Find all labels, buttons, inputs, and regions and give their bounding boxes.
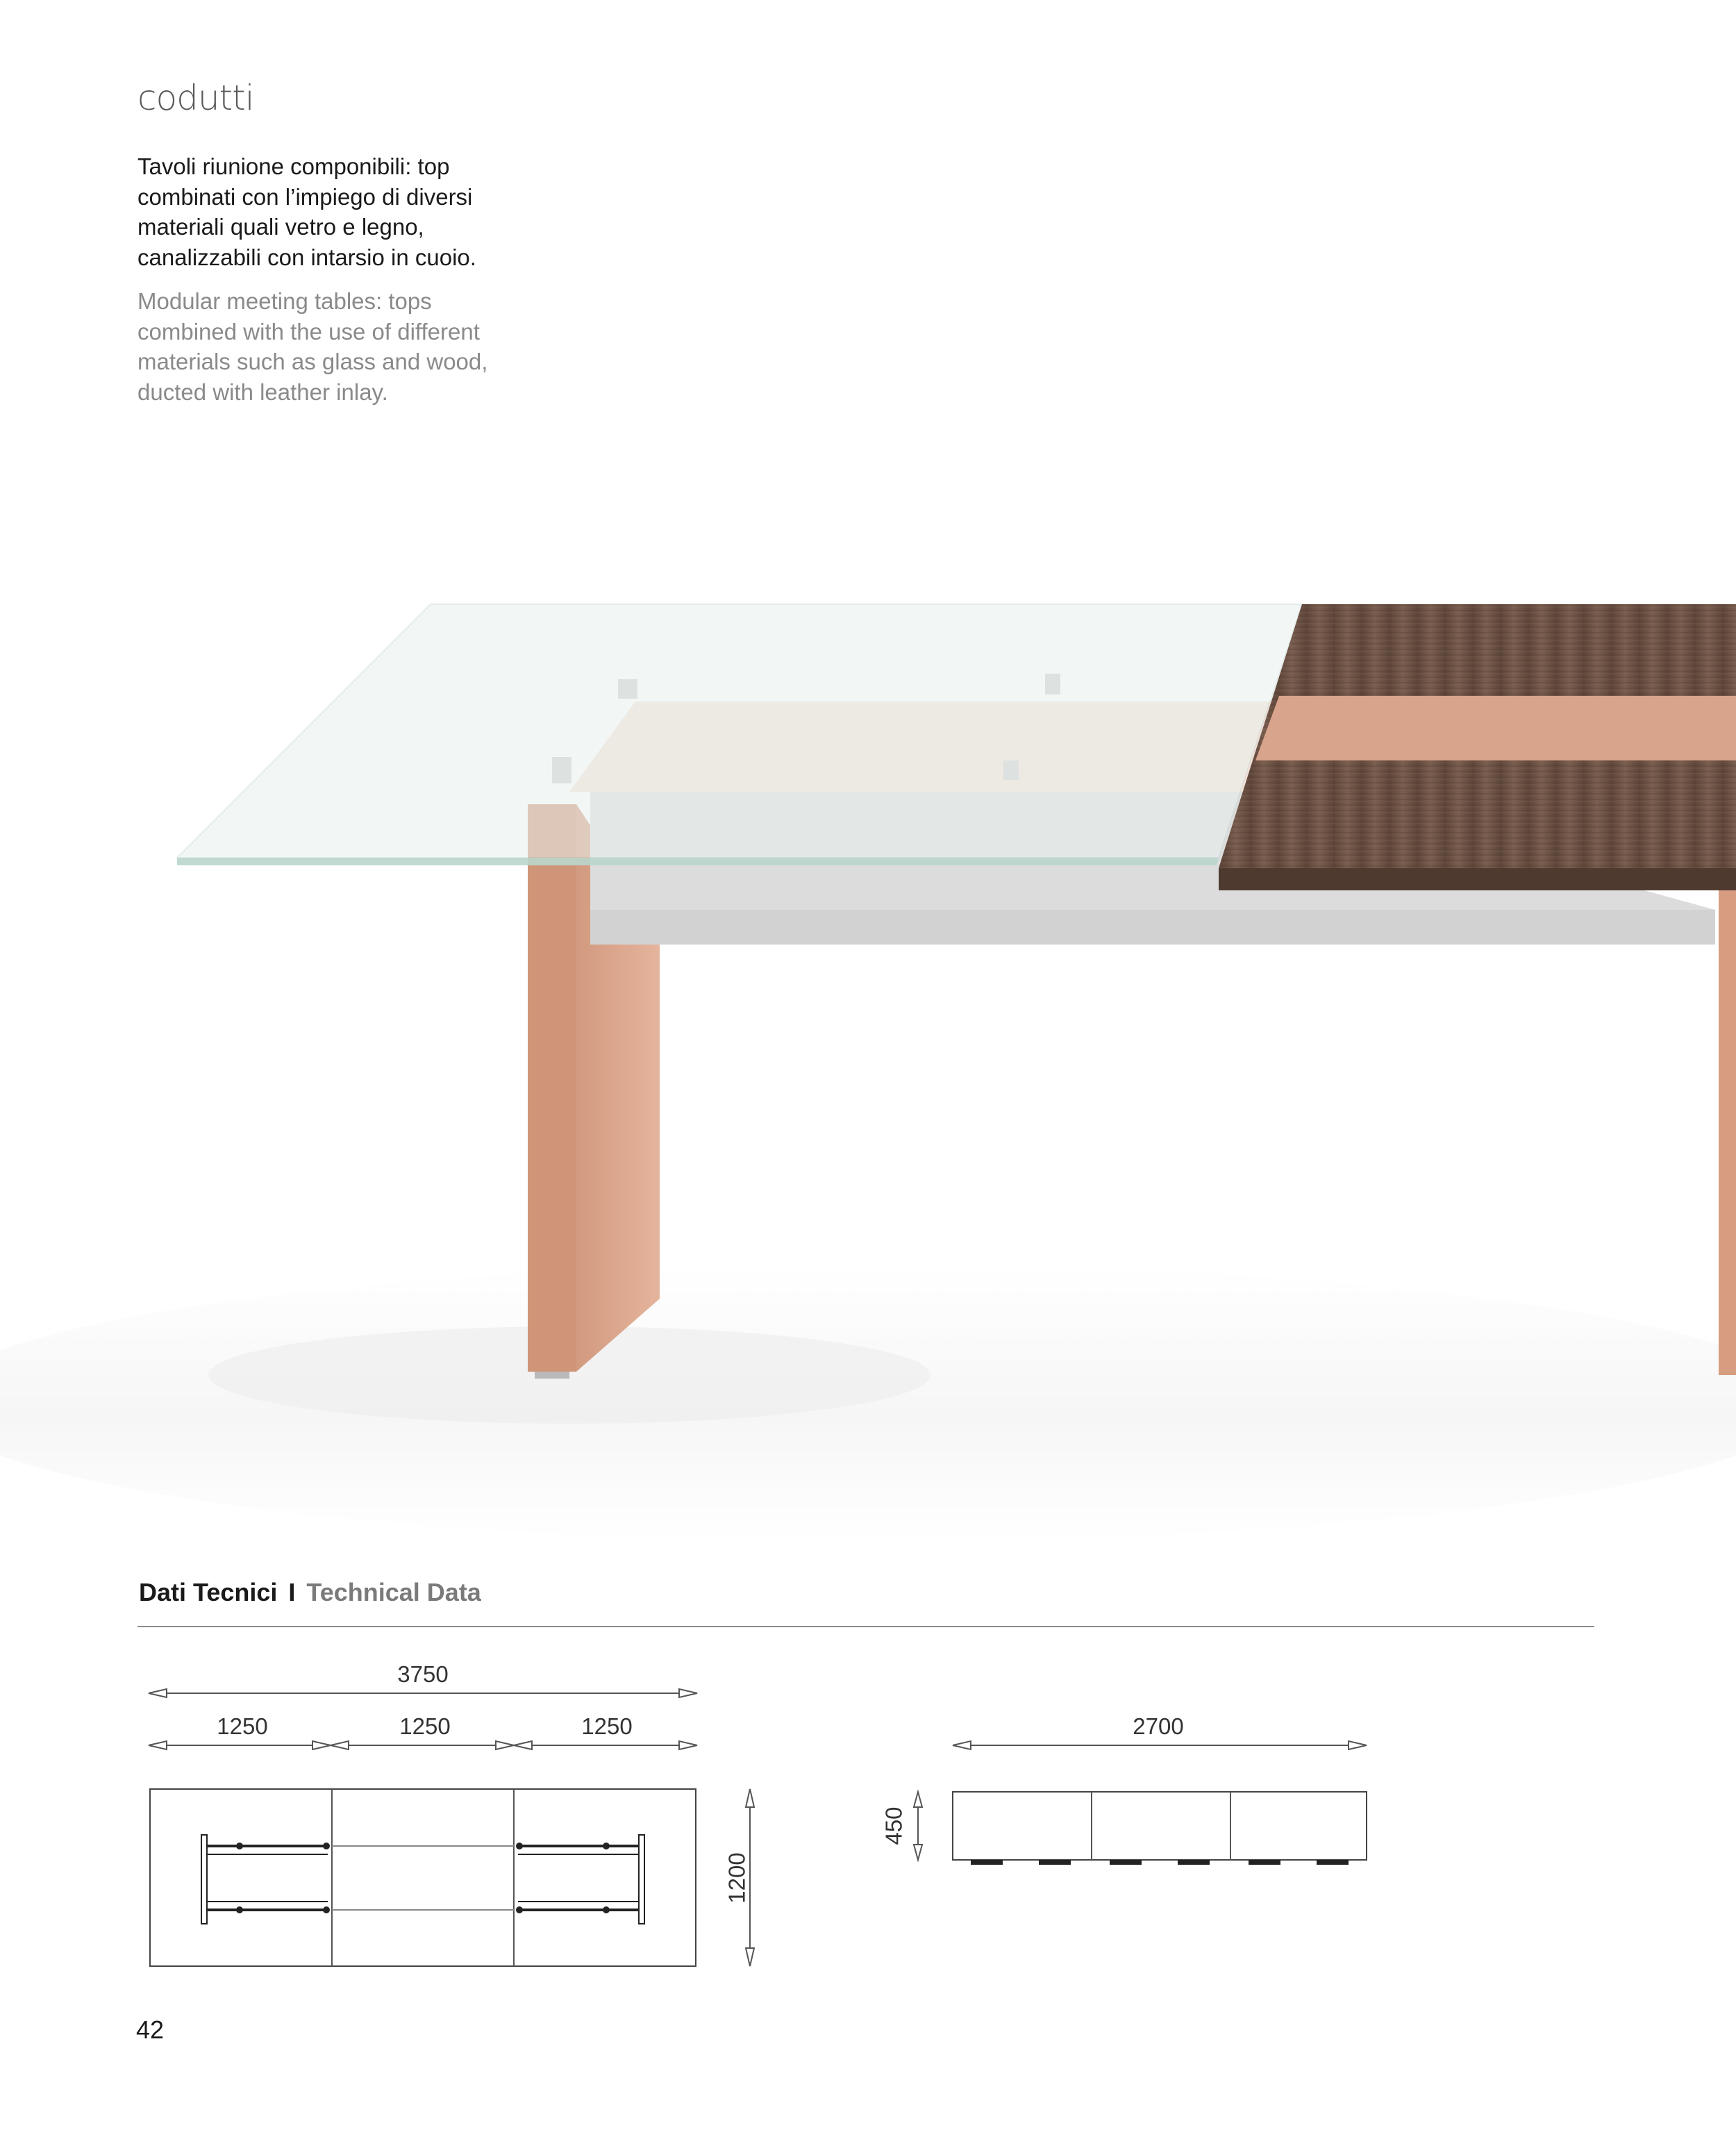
right-leg: [1719, 889, 1736, 1375]
total-length-label: 3750: [397, 1661, 449, 1687]
side-view-feet: [971, 1860, 1349, 1865]
plan-view-outline: [150, 1789, 696, 1966]
module-length-label-1: 1250: [217, 1713, 268, 1739]
intro-text-english: Modular meeting tables: tops combined with the use of different materials such as glass and wood, ducted with leather inlay.: [137, 288, 488, 405]
page-number: 42: [136, 2015, 165, 2044]
section-divider: [137, 1626, 1594, 1627]
heading-english: Technical Data: [306, 1578, 481, 1606]
module-length-label-3: 1250: [581, 1713, 633, 1739]
intro-text-italian: Tavoli riunione componibili: top combinati con l’impiego di diversi materiali quali vetro e legno, canalizzabili con intarsio in cuoio.: [137, 153, 476, 270]
leather-inlay-band: [1255, 696, 1736, 760]
technical-data-heading: [139, 1578, 481, 1607]
plan-right-frame: [517, 1835, 644, 1924]
left-leg-front: [528, 804, 576, 1372]
side-view-outline: [953, 1792, 1367, 1860]
heading-separator: I: [288, 1578, 296, 1606]
module-length-label-2: 1250: [399, 1713, 451, 1739]
product-image: [0, 542, 1736, 1535]
brand-logo: codutti: [137, 78, 254, 118]
plan-left-frame: [201, 1835, 329, 1924]
heading-italian: Dati Tecnici: [139, 1578, 278, 1606]
side-length-label: 2700: [1133, 1713, 1184, 1739]
side-height-label: 450: [880, 1806, 907, 1845]
technical-drawing: [0, 1639, 1736, 1986]
depth-label: 1200: [724, 1852, 750, 1904]
